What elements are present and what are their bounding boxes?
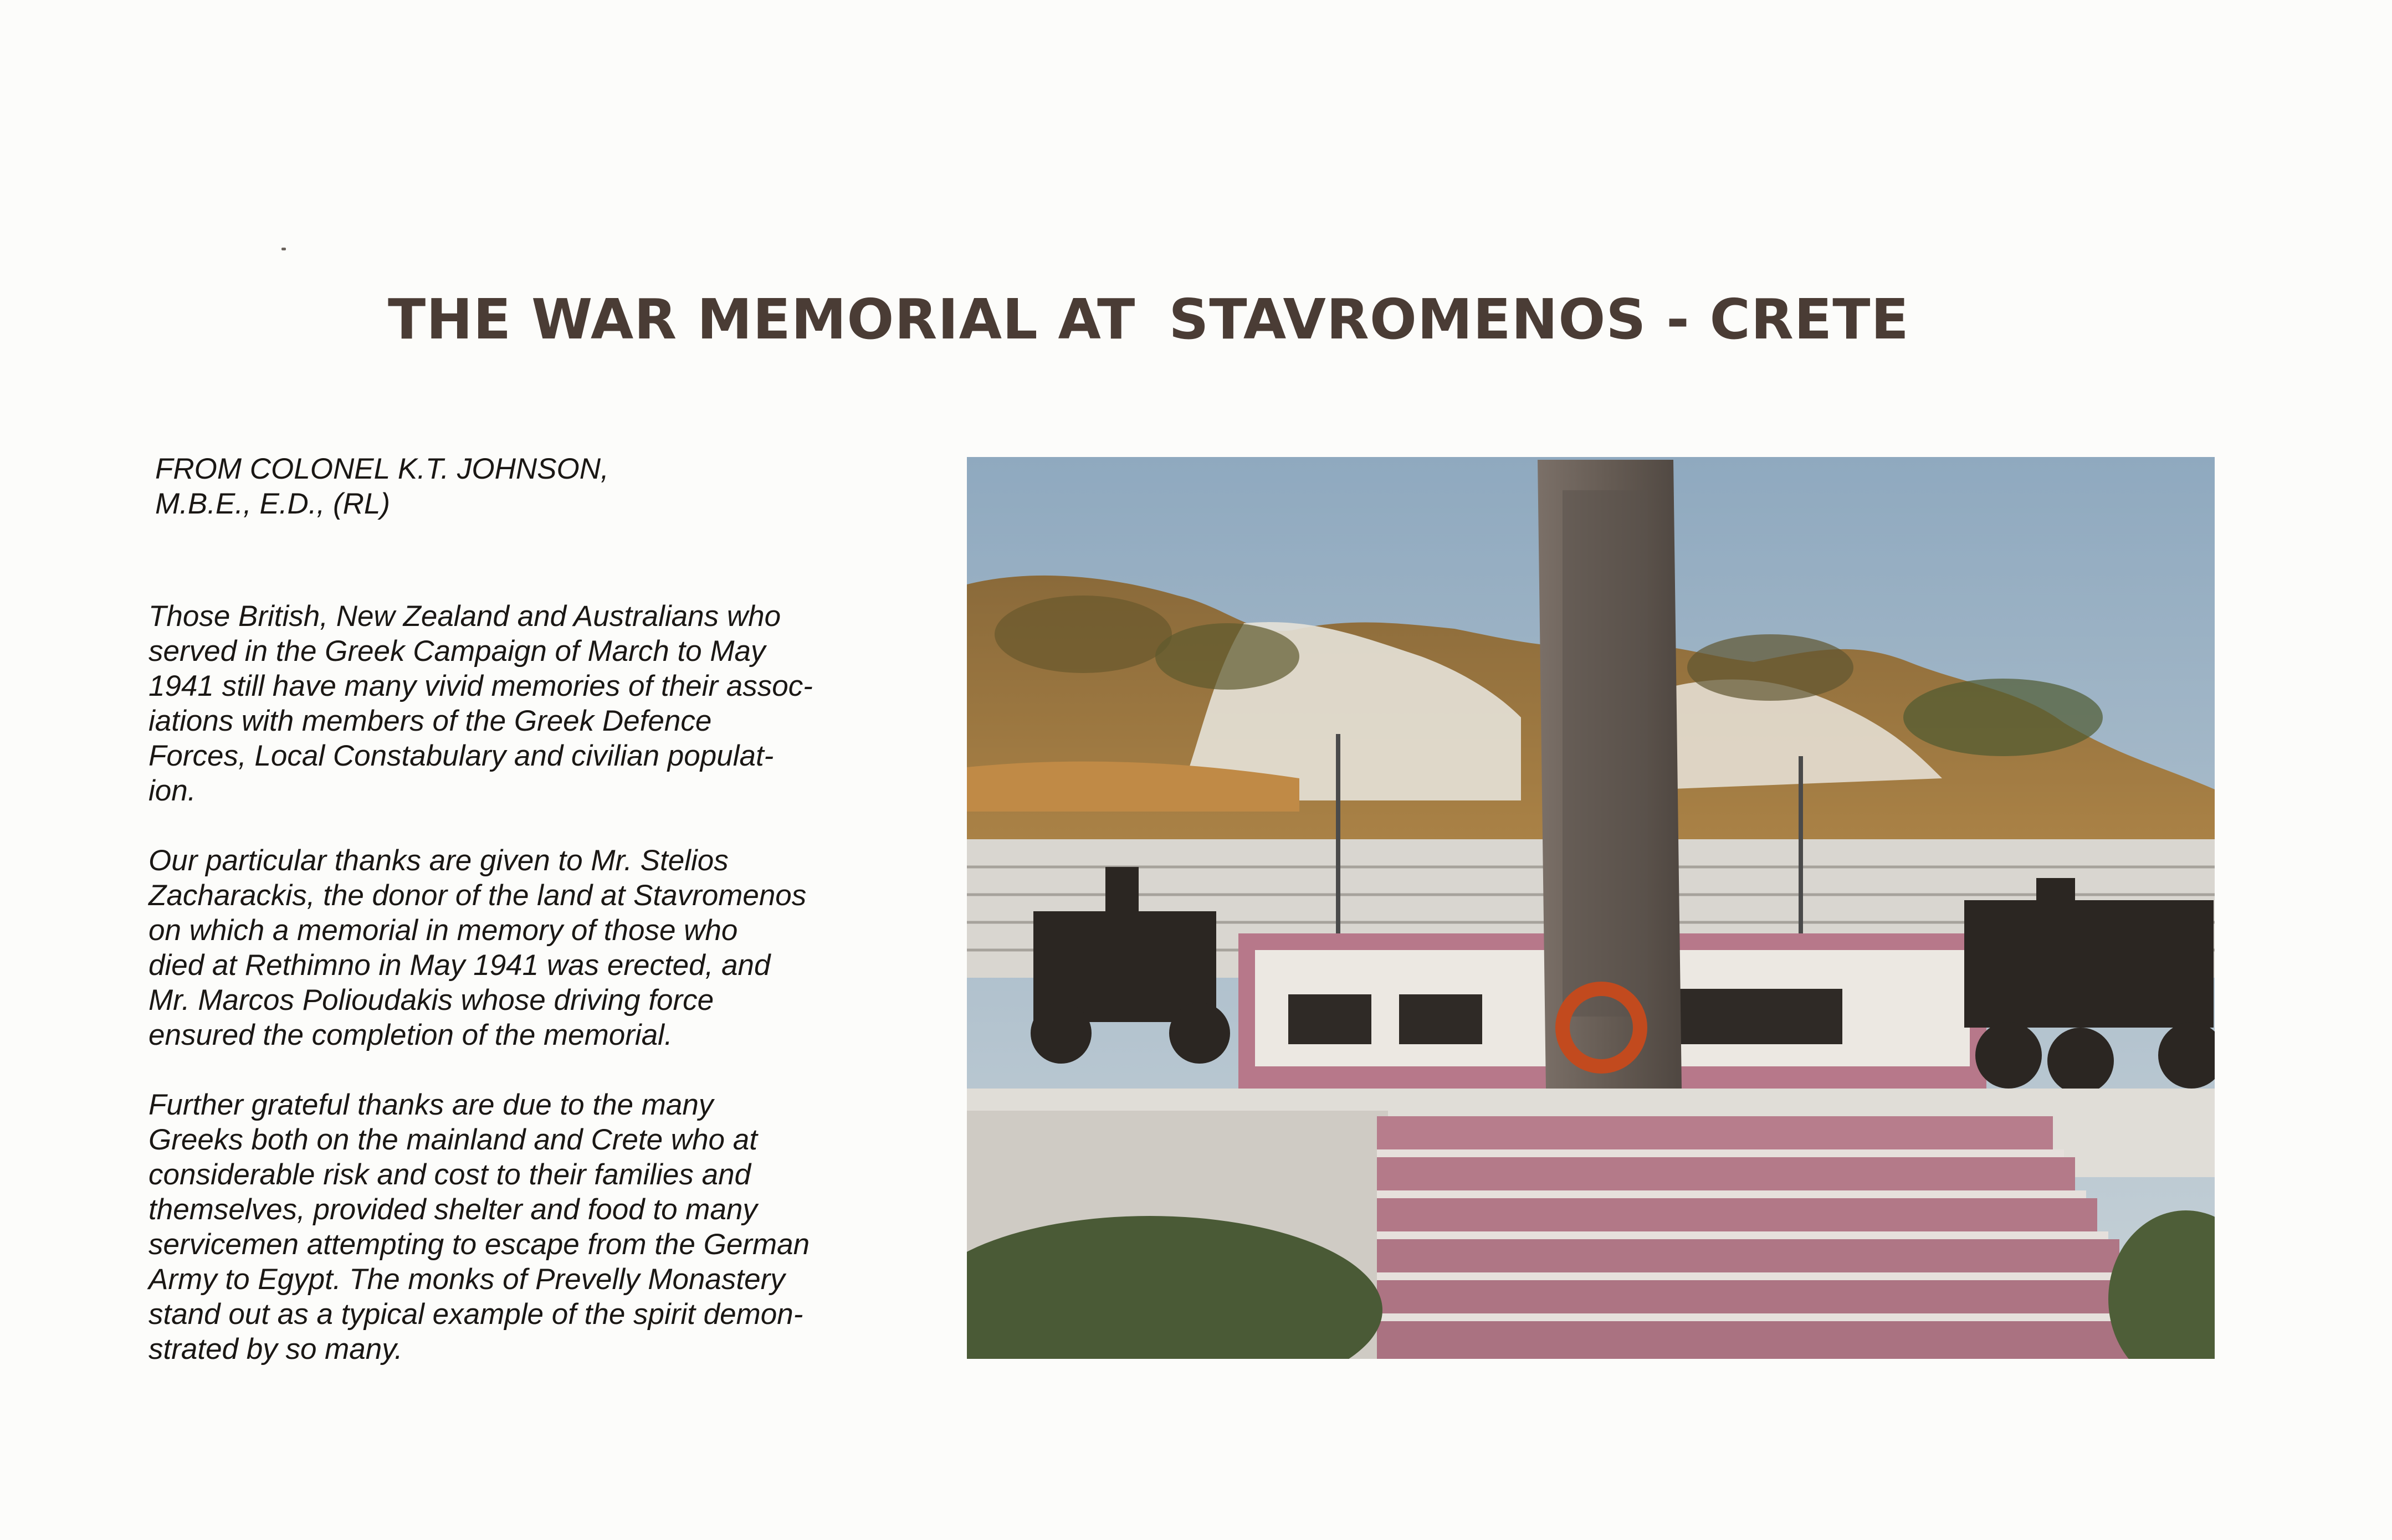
author-block	[155, 451, 913, 521]
plaque	[1665, 989, 1842, 1044]
paragraph-line: Those British, New Zealand and Australians who	[148, 600, 781, 633]
memorial-photo	[967, 457, 2215, 1359]
pillar-recess	[1563, 490, 1648, 1017]
paragraph-line: 1941 still have many vivid memories of their assoc-	[148, 670, 813, 702]
paragraph-3	[148, 1087, 913, 1367]
paragraph-line: Forces, Local Constabulary and civilian populat-	[148, 740, 774, 772]
anti-aircraft-gun-right	[1964, 878, 2215, 1094]
title-part-1: THE WAR MEMORIAL AT	[388, 287, 1136, 352]
plaque	[1288, 994, 1371, 1044]
paragraph-line: considerable risk and cost to their families and	[148, 1158, 751, 1191]
paragraph-line: Our particular thanks are given to Mr. Stelios	[148, 844, 729, 877]
paragraph-1	[148, 599, 913, 808]
shrub	[995, 596, 1172, 673]
paragraph-line: stand out as a typical example of the spirit demon-	[148, 1298, 803, 1331]
paragraph-line: died at Rethimno in May 1941 was erected, and	[148, 949, 771, 982]
paragraph-line: ensured the completion of the memorial.	[148, 1019, 673, 1051]
print-speck	[281, 248, 286, 250]
author-line-1: FROM COLONEL K.T. JOHNSON,	[155, 453, 609, 485]
paragraph-line: Further grateful thanks are due to the many	[148, 1089, 714, 1121]
paragraph-line: Greeks both on the mainland and Crete who at	[148, 1123, 757, 1156]
paragraph-line: Army to Egypt. The monks of Prevelly Monastery	[148, 1263, 785, 1296]
paragraph-2	[148, 843, 913, 1053]
author-line-2: M.B.E., E.D., (RL)	[155, 487, 391, 520]
memorial-steps	[1377, 1116, 2164, 1359]
shrub	[1903, 679, 2103, 756]
paragraph-line: Mr. Marcos Polioudakis whose driving force	[148, 984, 714, 1017]
memorial-photo-drawing	[967, 457, 2215, 1359]
paragraph-line: ion.	[148, 774, 196, 807]
plaque	[1399, 994, 1482, 1044]
paragraph-line: themselves, provided shelter and food to many	[148, 1193, 757, 1226]
paragraph-line: served in the Greek Campaign of March to May	[148, 635, 766, 668]
paragraph-line: strated by so many.	[148, 1333, 403, 1366]
title-part-2: STAVROMENOS - CRETE	[1169, 287, 1909, 352]
paragraph-line: Zacharackis, the donor of the land at Stavromenos	[148, 879, 807, 912]
paragraph-line: iations with members of the Greek Defence	[148, 705, 712, 737]
text-column	[148, 451, 913, 1402]
shrub	[1687, 634, 1853, 701]
shrub	[1155, 623, 1299, 690]
page-title	[388, 287, 1995, 352]
paragraph-line: servicemen attempting to escape from the German	[148, 1228, 810, 1261]
paragraph-line: on which a memorial in memory of those who	[148, 914, 738, 947]
